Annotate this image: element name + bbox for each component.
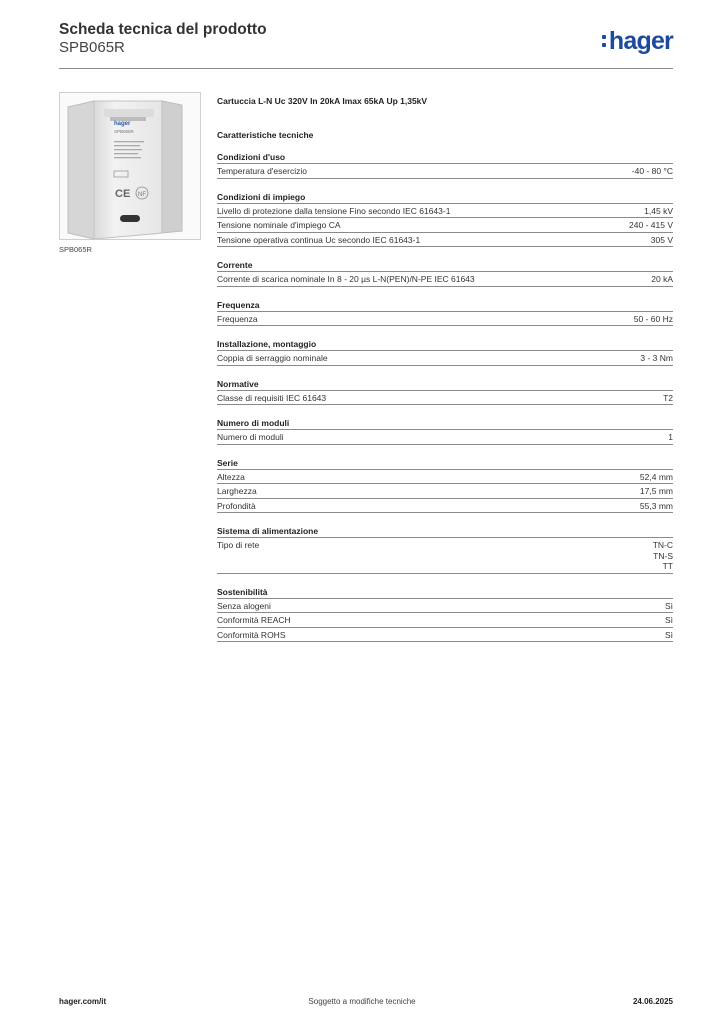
spec-label: Conformità REACH [217, 615, 291, 625]
svg-text:SPB065R: SPB065R [114, 129, 134, 134]
spec-value [644, 206, 673, 217]
document-title: Scheda tecnica del prodotto [59, 21, 267, 38]
spec-row [217, 613, 673, 628]
footer-date: 24.06.2025 [632, 997, 673, 1006]
spec-label: Frequenza [217, 313, 258, 324]
spec-section [217, 190, 673, 248]
image-caption: SPB065R [59, 245, 92, 254]
svg-text:CE: CE [115, 188, 131, 200]
spec-section [217, 416, 673, 445]
spec-label: Tensione nominale d'impiego CA [217, 220, 341, 230]
section-title: Installazione, montaggio [217, 337, 673, 351]
spec-value [665, 601, 673, 612]
spec-row [217, 470, 673, 485]
spec-value-line: 50 - 60 Hz [633, 313, 673, 324]
spec-row [217, 218, 673, 233]
svg-text:NF: NF [138, 192, 146, 198]
hager-logo [601, 27, 673, 56]
spec-value [634, 314, 673, 325]
product-description: Cartuccia L-N Uc 320V In 20kA Imax 65kA Up 1,35kV [217, 96, 428, 106]
spec-label: Classe di requisiti IEC 61643 [217, 392, 327, 403]
spec-section [217, 456, 673, 514]
spec-value-line: 55,3 mm [639, 500, 673, 511]
spec-value-line: TT [662, 561, 673, 571]
spec-section [217, 258, 673, 287]
spec-value [651, 235, 673, 246]
spec-row [217, 430, 673, 445]
spec-value-line: 17,5 mm [639, 486, 673, 496]
spec-value-line: TN-S [653, 550, 673, 561]
spec-section [217, 298, 673, 327]
spec-row [217, 233, 673, 248]
spec-value [653, 540, 673, 572]
section-title: Condizioni di impiego [217, 190, 673, 204]
spec-value [640, 486, 673, 497]
spec-value [663, 393, 673, 404]
spec-value-line: T2 [663, 392, 673, 403]
section-title: Normative [217, 377, 673, 391]
spec-row [217, 484, 673, 499]
spec-label: Altezza [217, 471, 245, 482]
spec-label: Temperatura d'esercizio [217, 166, 307, 176]
spec-value [651, 274, 673, 285]
spec-value [640, 501, 673, 512]
product-image [59, 92, 201, 240]
spec-label: Larghezza [217, 486, 257, 496]
spec-value-line: 3 - 3 Nm [640, 353, 673, 363]
spec-section [217, 337, 673, 366]
spec-value-line: 20 kA [651, 274, 673, 284]
section-title: Sistema di alimentazione [217, 524, 673, 538]
spec-label: Conformità ROHS [217, 629, 286, 640]
spec-value [665, 615, 673, 626]
section-title: Condizioni d'uso [217, 150, 673, 164]
section-title: Corrente [217, 258, 673, 272]
spec-row [217, 312, 673, 327]
spec-section [217, 585, 673, 643]
spec-value [640, 472, 673, 483]
spec-value-line: Sì [664, 615, 673, 625]
spec-value-line: 1,45 kV [644, 205, 673, 216]
spec-value-line: 1 [668, 432, 673, 442]
spec-value-line: 305 V [650, 234, 673, 245]
logo-dots-icon [601, 31, 608, 51]
spec-label: Coppia di serraggio nominale [217, 353, 328, 363]
spec-section [217, 377, 673, 406]
spec-row [217, 391, 673, 406]
section-title: Serie [217, 456, 673, 470]
spec-section [217, 150, 673, 179]
footer-note: Soggetto a modifiche tecniche [308, 997, 416, 1006]
spec-value-line: Sì [664, 629, 673, 640]
spec-row [217, 164, 673, 179]
section-title: Frequenza [217, 298, 673, 312]
footer-website: hager.com/it [59, 997, 107, 1006]
section-title: Sostenibilità [217, 585, 673, 599]
section-title: Numero di moduli [217, 416, 673, 430]
spec-label: Numero di moduli [217, 432, 284, 442]
spec-value-line: 240 - 415 V [629, 220, 673, 230]
spec-row [217, 499, 673, 514]
spec-label: Corrente di scarica nominale In 8 - 20 µs L-N(PEN)/N-PE IEC 61643 [217, 274, 475, 284]
spec-value [665, 630, 673, 641]
spec-row [217, 272, 673, 287]
spec-label: Livello di protezione dalla tensione Fino secondo IEC 61643-1 [217, 205, 451, 216]
spec-value-line: 52,4 mm [639, 471, 673, 482]
spec-value [668, 432, 673, 443]
spec-row [217, 204, 673, 219]
spec-value-line: TN-C [652, 540, 673, 550]
spec-section [217, 524, 673, 574]
spec-row [217, 538, 673, 574]
spec-row [217, 599, 673, 614]
spec-value [632, 166, 673, 177]
page-header [59, 21, 673, 69]
spec-value-line: Sì [664, 600, 673, 611]
svg-text:hager: hager [114, 121, 131, 127]
spec-value [640, 353, 673, 364]
spec-value-line: -40 - 80 °C [631, 166, 673, 176]
surge-cartridge-icon [60, 93, 201, 240]
spec-label: Tensione operativa continua Uc secondo IEC 61643-1 [217, 234, 421, 245]
spec-row [217, 628, 673, 643]
product-code-title: SPB065R [59, 39, 125, 56]
logo-text: hager [608, 27, 673, 55]
specifications-table [217, 150, 673, 653]
spec-label: Tipo di rete [217, 540, 260, 550]
spec-value [629, 220, 673, 231]
tech-features-heading: Caratteristiche tecniche [217, 130, 314, 140]
spec-row [217, 351, 673, 366]
spec-label: Profondità [217, 500, 256, 511]
spec-label: Senza alogeni [217, 600, 271, 611]
